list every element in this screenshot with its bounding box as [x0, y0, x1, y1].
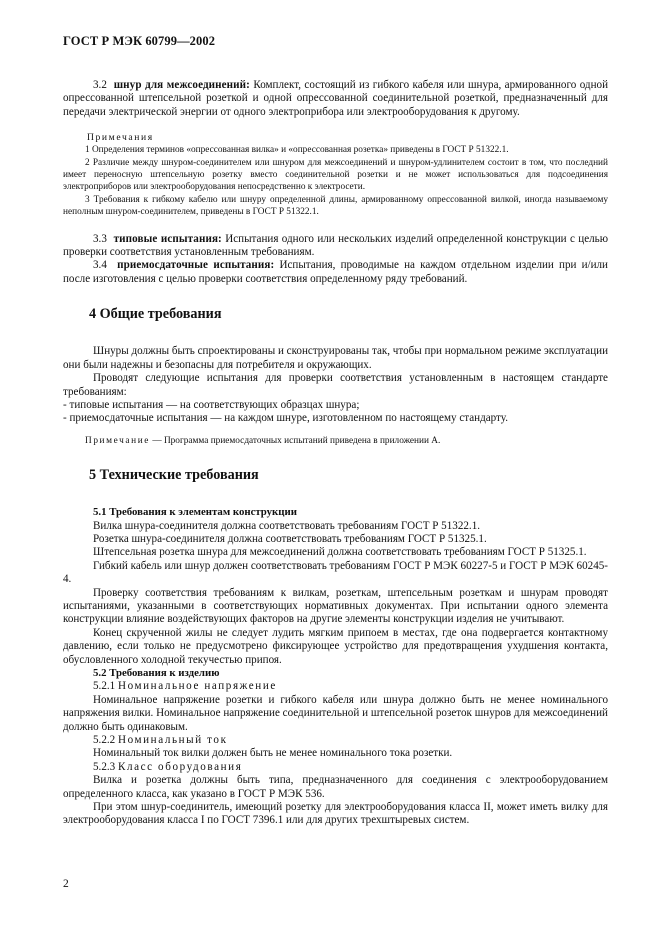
paragraph-5-1-1: Вилка шнура-соединителя должна соответствовать требованиям ГОСТ Р 51322.1.	[93, 519, 481, 532]
clause-5-2-1-heading: 5.2.1 Номинальное напряжение	[93, 680, 277, 693]
clause-5-2-3-text-2: При этом шнур-соединитель, имеющий розетку для электрооборудования класса II, может иметь вилку для электрооборудования класса I по ГОСТ 7396.1 или для других трехштыревых систем.	[63, 801, 608, 827]
list-item-type-tests: - типовые испытания — на соответствующих образцах шнура;	[63, 398, 360, 411]
note-2: 2 Различие между шнуром-соединителем или шнуром для межсоединений и шнуром-удлинителем состоит в том, что последний имеет переносную штепсельную розетку вместо соединительной розетки и не может использоваться для подсоединения электроприборов или электрооборудования непосредственно к электросети.	[63, 157, 608, 193]
subsection-5-1-title: 5.1 Требования к элементам конструкции	[93, 506, 297, 519]
term-type-tests: типовые испытания:	[113, 232, 222, 245]
clause-5-2-2-text: Номинальный ток вилки должен быть не менее номинального тока розетки.	[93, 747, 453, 760]
running-title: ГОСТ Р МЭК 60799—2002	[63, 34, 216, 48]
definition-3-3: 3.3 типовые испытания: Испытания одного или нескольких изделий определенной конструкции с целью проверки соответствия установленным требованиям.	[63, 232, 609, 259]
paragraph-5-1-5: Проверку соответствия требованиям к вилкам, розеткам, штепсельным розеткам и шнурам проводят испытаниями, указанными в соответствующих нормативных документах. При испытании одного элемента конструкции влияние воздействующих факторов на другие элементы конструкции изделия не учитывают.	[63, 586, 608, 626]
section-4-title: 4 Общие требования	[89, 306, 222, 323]
section-4-paragraph-2: Проводят следующие испытания для проверки соответствия установленным в настоящем стандарте требованиям:	[63, 372, 608, 398]
notes-title: Примечания	[87, 132, 154, 144]
section-4-paragraph-1: Шнуры должны быть спроектированы и сконструированы так, чтобы при нормальном режиме эксплуатации они были надежны и безопасны для потребителя и окружающих.	[63, 345, 609, 371]
paragraph-5-1-3: Штепсельная розетка шнура для межсоединений должна соответствовать требованиям ГОСТ Р 51325.1.	[93, 546, 587, 559]
note-3: 3 Требования к гибкому кабелю или шнуру определенной длины, армированному опрессованной вилкой, иногда называемому неполным шнуром-соединителем, приведены в ГОСТ Р 51322.1.	[63, 194, 608, 218]
term-interconnection-cord: шнур для межсоединений:	[113, 79, 250, 91]
clause-5-2-3-text-1: Вилка и розетка должны быть типа, предназначенного для соединения с электрооборудованием определенного класса, как указано в ГОСТ Р МЭК 536.	[63, 774, 608, 800]
clause-5-2-3-heading: 5.2.3 Класс оборудования	[93, 760, 243, 773]
definition-3-4: 3.4 приемосдаточные испытания: Испытания, проводимые на каждом отдельном изделии при и/или после изготовления с целью проверки соответствия определенному ряду требований.	[63, 259, 608, 285]
paragraph-5-1-2: Розетка шнура-соединителя должна соответствовать требованиям ГОСТ Р 51325.1.	[93, 532, 487, 545]
term-acceptance-tests: приемосдаточные испытания:	[117, 259, 275, 272]
paragraph-5-1-4: Гибкий кабель или шнур должен соответствовать требованиям ГОСТ Р МЭК 60227-5 и ГОСТ Р МЭК 60245-4.	[63, 559, 608, 586]
clause-5-2-2-heading: 5.2.2 Номинальный ток	[93, 734, 228, 747]
section-5-title: 5 Технические требования	[89, 467, 259, 484]
list-item-acceptance-tests: - приемосдаточные испытания — на каждом шнуре, изготовленном по настоящему стандарту.	[63, 412, 508, 425]
clause-5-2-1-text: Номинальное напряжение розетки и гибкого кабеля или шнура должно быть не менее номинального напряжения вилки. Номинальное напряжение соединительной и штепсельной розеток шнуров для межсоединений должно быть одинаковым.	[63, 693, 608, 733]
document-page	[63, 34, 608, 828]
section-4-note: Примечание — Программа приемосдаточных испытаний приведена в приложении А.	[85, 435, 441, 446]
note-1: 1 Определения терминов «опрессованная вилка» и «опрессованная розетка» приведены в ГОСТ Р 51322.1.	[85, 145, 509, 156]
paragraph-5-1-6: Конец скрученной жилы не следует лудить мягким припоем в местах, где она подвергается контактному давлению, если только не предусмотрено фиксирующее устройство для предотвращения ухудшения контакта, обусловленного холодной текучестью припоя.	[63, 626, 608, 666]
subsection-5-2-title: 5.2 Требования к изделию	[93, 667, 220, 679]
page-number: 2	[63, 878, 69, 890]
definition-3-2: 3.2 шнур для межсоединений: Комплект, состоящий из гибкого кабеля или шнура, армированного одной опрессованной штепсельной розеткой и одной опрессованной соединительной розеткой, предназначенный для передачи электрической энергии от одного электроприбора или электрооборудования к другому.	[63, 79, 609, 118]
